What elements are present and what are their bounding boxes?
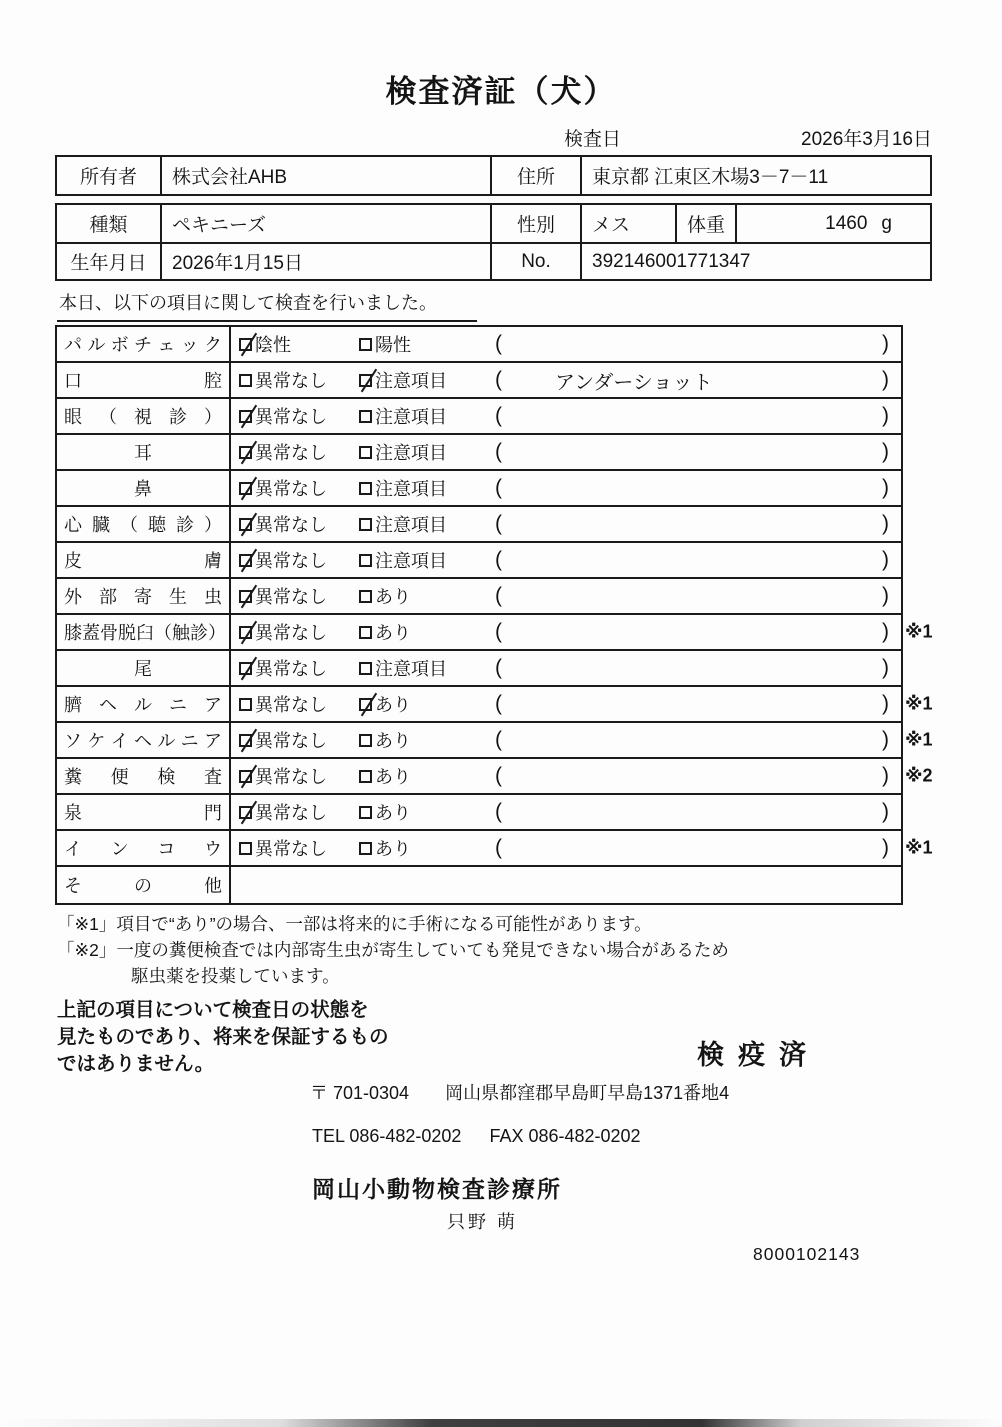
clinic-address: 岡山県都窪郡早島町早島1371番地4 (445, 1083, 730, 1103)
exam-row (57, 831, 933, 867)
breed-row (57, 205, 930, 242)
exam-item-label: 鼻 (57, 471, 231, 505)
checkbox-checked-icon (239, 590, 252, 603)
sex-value: メス (582, 205, 677, 242)
paren-open: ( (495, 836, 502, 859)
checkbox-unchecked-icon (239, 698, 252, 711)
option-2 (359, 727, 495, 753)
exam-row (57, 327, 901, 363)
option-label: 注意項目 (375, 371, 447, 391)
sex-label: 性別 (492, 205, 582, 242)
option-1 (231, 655, 359, 681)
option-1 (231, 619, 359, 645)
exam-row (57, 723, 933, 759)
option-label: 異常なし (255, 551, 327, 571)
paren-close: ) (882, 368, 889, 391)
footnote-2: 「※2」一度の糞便検査では内部寄生虫が寄生していても発見できない場合があるため (57, 940, 729, 960)
owner-table (55, 155, 932, 196)
clinic-address-row (310, 1079, 729, 1105)
option-label: あり (375, 731, 411, 751)
scan-artifact (0, 1419, 1002, 1427)
checkbox-checked-icon (239, 482, 252, 495)
checkbox-checked-icon (239, 554, 252, 567)
option-label: 異常なし (255, 371, 327, 391)
checkbox-checked-icon (239, 446, 252, 459)
exam-item-label: 心 臓 （ 聴 診 ） (57, 507, 231, 541)
exam-item-label: 外 部 寄 生 虫 (57, 579, 231, 613)
exam-item-label: 眼 （ 視 診 ） (57, 399, 231, 433)
option-label: 異常なし (255, 695, 327, 715)
option-2 (359, 331, 495, 357)
option-2 (359, 763, 495, 789)
option-1 (231, 691, 359, 717)
weight-cell (737, 205, 930, 242)
examiner-name: 只野 萌 (447, 1212, 519, 1232)
exam-row (57, 507, 901, 543)
inspection-date-value: 2026年3月16日 (801, 129, 932, 150)
address-label: 住所 (492, 157, 582, 194)
option-1 (231, 403, 359, 429)
exam-item-label: 臍 ヘ ル ニ ア (57, 687, 231, 721)
paren-close: ) (882, 440, 889, 463)
checkbox-checked-icon (239, 770, 252, 783)
exam-row (57, 615, 933, 651)
paren-close: ) (882, 800, 889, 823)
exam-table (55, 325, 933, 905)
option-label: あり (375, 695, 411, 715)
paren-open: ( (495, 728, 502, 751)
option-label: 異常なし (255, 515, 327, 535)
page-title: 検査済証（犬） (385, 74, 617, 109)
checkbox-checked-icon (239, 338, 252, 351)
no-value: 392146001771347 (592, 250, 751, 272)
option-label: 異常なし (255, 803, 327, 823)
option-2 (359, 439, 495, 465)
birth-row (57, 242, 930, 279)
checkbox-unchecked-icon (239, 842, 252, 855)
paren-close: ) (882, 584, 889, 607)
checkbox-unchecked-icon (359, 590, 372, 603)
option-label: 注意項目 (375, 443, 447, 463)
weight-value: 1460 (825, 212, 868, 234)
option-label: 異常なし (255, 731, 327, 751)
option-label: 異常なし (255, 407, 327, 427)
option-label: 注意項目 (375, 515, 447, 535)
option-2 (359, 655, 495, 681)
exam-item-label: 口 腔 (57, 363, 231, 397)
option-2 (359, 547, 495, 573)
birth-label: 生年月日 (57, 244, 162, 279)
footnote-mark: ※2 (905, 765, 933, 786)
paren-open: ( (495, 548, 502, 571)
checkbox-unchecked-icon (359, 554, 372, 567)
checkbox-unchecked-icon (359, 410, 372, 423)
paren-open: ( (495, 440, 502, 463)
footnote-mark: ※1 (905, 693, 933, 714)
inspection-date-label: 検査日 (564, 129, 622, 150)
option-label: あり (375, 623, 411, 643)
exam-row (57, 363, 901, 399)
footnote-mark: ※1 (905, 837, 933, 858)
checkbox-unchecked-icon (359, 446, 372, 459)
exam-item-label: 泉 門 (57, 795, 231, 829)
exam-row (57, 579, 901, 615)
disclaimer (57, 997, 389, 1078)
exam-item-label: 糞 便 検 査 (57, 759, 231, 793)
disclaimer-line-2: 見たものであり、将来を保証するもの (57, 1026, 389, 1048)
option-1 (231, 835, 359, 861)
breed-value: ペキニーズ (162, 205, 492, 242)
paren-close: ) (882, 656, 889, 679)
inspection-date-row (490, 124, 932, 151)
intro-text: 本日、以下の項目に関して検査を行いました。 (57, 289, 477, 322)
weight-label: 体重 (677, 205, 737, 242)
paren-open: ( (495, 368, 502, 391)
clinic-tel: TEL 086-482-0202 (312, 1126, 462, 1146)
clinic-phone-row (312, 1126, 641, 1147)
paren-close: ) (882, 548, 889, 571)
paren-open: ( (495, 800, 502, 823)
option-label: あり (375, 767, 411, 787)
checkbox-checked-icon (239, 734, 252, 747)
option-1 (231, 763, 359, 789)
option-label: 異常なし (255, 623, 327, 643)
birth-value: 2026年1月15日 (162, 244, 492, 279)
option-2 (359, 367, 495, 393)
checkbox-unchecked-icon (359, 338, 372, 351)
checkbox-unchecked-icon (359, 518, 372, 531)
exam-row (57, 867, 901, 903)
checkbox-checked-icon (239, 626, 252, 639)
option-label: あり (375, 839, 411, 859)
exam-item-label: 膝 蓋 骨 脱 臼 （ 触 診 ） (57, 615, 231, 649)
paren-close: ) (882, 728, 889, 751)
no-label: No. (492, 244, 582, 279)
checkbox-unchecked-icon (359, 734, 372, 747)
option-label: 異常なし (255, 479, 327, 499)
option-label: 異常なし (255, 767, 327, 787)
paren-open: ( (495, 332, 502, 355)
disclaimer-line-1: 上記の項目について検査日の状態を (57, 999, 369, 1021)
checkbox-unchecked-icon (359, 842, 372, 855)
exam-row (57, 471, 901, 507)
paren-open: ( (495, 656, 502, 679)
result-note: アンダーショット (555, 371, 713, 394)
paren-open: ( (495, 476, 502, 499)
paren-close: ) (882, 332, 889, 355)
option-label: あり (375, 803, 411, 823)
exam-row (57, 435, 901, 471)
clinic-fax: FAX 086-482-0202 (489, 1126, 641, 1146)
option-2 (359, 619, 495, 645)
option-1 (231, 439, 359, 465)
paren-open: ( (495, 404, 502, 427)
option-label: 注意項目 (375, 659, 447, 679)
exam-row (57, 399, 901, 435)
quarantine-stamp: 検疫済 (697, 1040, 820, 1070)
paren-close: ) (882, 836, 889, 859)
paren-open: ( (495, 692, 502, 715)
exam-item-label: イ ン コ ウ (57, 831, 231, 865)
option-2 (359, 403, 495, 429)
footnote-mark: ※1 (905, 729, 933, 750)
option-label: 注意項目 (375, 551, 447, 571)
checkbox-checked-icon (239, 662, 252, 675)
exam-item-label: 耳 (57, 435, 231, 469)
option-label: 異常なし (255, 587, 327, 607)
postal-code: 〒 701-0304 (310, 1083, 410, 1103)
checkbox-unchecked-icon (359, 662, 372, 675)
option-2 (359, 511, 495, 537)
footnote-1: 「※1」項目で“あり”の場合、一部は将来的に手術になる可能性があります。 (57, 914, 652, 934)
option-label: 異常なし (255, 443, 327, 463)
option-2 (359, 475, 495, 501)
checkbox-checked-icon (359, 698, 372, 711)
footnote-2-continued: 駆虫薬を投薬しています。 (131, 966, 340, 986)
exam-item-label: 皮 膚 (57, 543, 231, 577)
option-2 (359, 799, 495, 825)
breed-label: 種類 (57, 205, 162, 242)
paren-close: ) (882, 512, 889, 535)
option-1 (231, 799, 359, 825)
paren-open: ( (495, 764, 502, 787)
option-label: 異常なし (255, 659, 327, 679)
exam-row (57, 759, 933, 795)
clinic-name: 岡山小動物検査診療所 (312, 1176, 562, 1202)
serial-number: 8000102143 (753, 1244, 861, 1264)
exam-row (57, 543, 901, 579)
option-label: あり (375, 587, 411, 607)
exam-row (57, 651, 901, 687)
paren-close: ) (882, 404, 889, 427)
paren-open: ( (495, 584, 502, 607)
checkbox-checked-icon (239, 806, 252, 819)
paren-close: ) (882, 620, 889, 643)
weight-unit: g (881, 212, 892, 234)
checkbox-checked-icon (359, 374, 372, 387)
disclaimer-line-3: ではありません。 (57, 1053, 215, 1075)
option-label: 異常なし (255, 839, 327, 859)
checkbox-unchecked-icon (359, 626, 372, 639)
option-1 (231, 547, 359, 573)
pet-table (55, 203, 932, 281)
exam-item-label: そ の 他 (57, 867, 231, 903)
checkbox-unchecked-icon (359, 770, 372, 783)
option-2 (359, 583, 495, 609)
exam-row (57, 687, 933, 723)
paren-open: ( (495, 512, 502, 535)
option-label: 注意項目 (375, 407, 447, 427)
checkbox-unchecked-icon (359, 806, 372, 819)
exam-item-label: ソ ケ イ ヘ ル ニ ア (57, 723, 231, 757)
option-2 (359, 835, 495, 861)
checkbox-unchecked-icon (359, 482, 372, 495)
address-value: 東京都 江東区木場3－7－11 (592, 167, 829, 188)
owner-row (57, 157, 930, 194)
paren-close: ) (882, 476, 889, 499)
option-1 (231, 583, 359, 609)
exam-item-label: パ ル ボ チ ェ ッ ク (57, 327, 231, 361)
owner-value: 株式会社AHB (162, 157, 492, 194)
footnotes (57, 911, 729, 989)
paren-open: ( (495, 620, 502, 643)
option-1 (231, 727, 359, 753)
footnote-mark: ※1 (905, 621, 933, 642)
exam-item-label: 尾 (57, 651, 231, 685)
option-1 (231, 367, 359, 393)
option-1 (231, 331, 359, 357)
paren-close: ) (882, 692, 889, 715)
checkbox-checked-icon (239, 410, 252, 423)
option-label: 陰性 (255, 335, 291, 355)
option-1 (231, 511, 359, 537)
option-1 (231, 475, 359, 501)
exam-row (57, 795, 901, 831)
checkbox-checked-icon (239, 518, 252, 531)
option-label: 注意項目 (375, 479, 447, 499)
paren-close: ) (882, 764, 889, 787)
owner-label: 所有者 (57, 157, 162, 194)
option-label: 陽性 (375, 335, 411, 355)
checkbox-unchecked-icon (239, 374, 252, 387)
option-2 (359, 691, 495, 717)
